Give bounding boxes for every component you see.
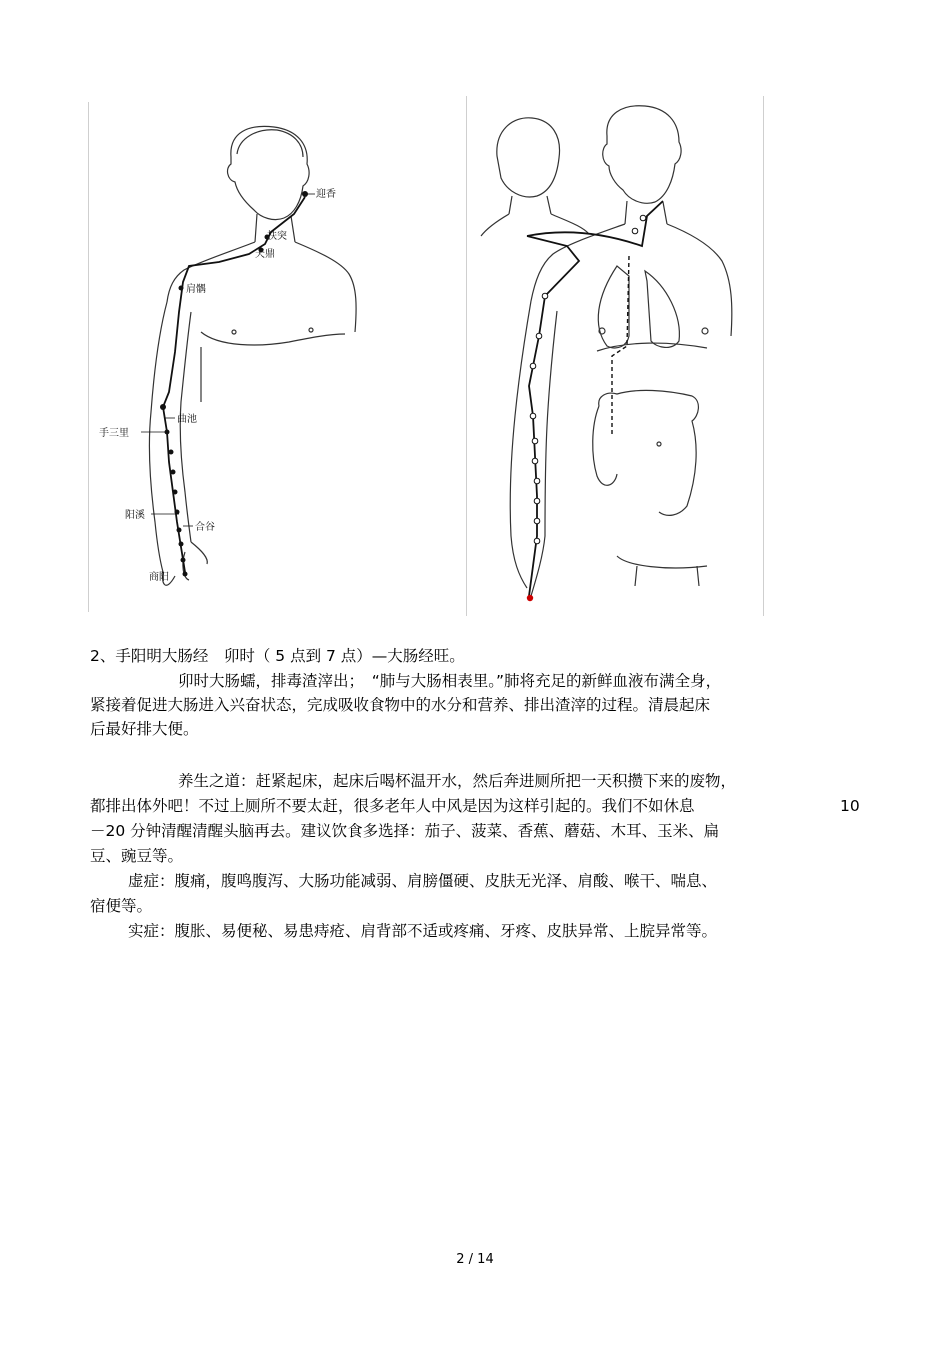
meridian-figure-organs	[466, 96, 764, 616]
section-heading: 2、手阳明大肠经 卯时（ 5 点到 7 点）—大肠经旺。	[90, 647, 465, 665]
xu-symptoms-line-2: 宿便等。	[90, 897, 153, 915]
xu-symptoms-line-1: 虚症：腹痛，腹鸣腹泻、大肠功能减弱、肩膀僵硬、皮肤无光泽、肩酸、喉干、喘息、	[128, 872, 718, 890]
point-label-yingxiang: 迎香	[316, 189, 336, 200]
point-label-jianyu: 肩髃	[186, 284, 206, 295]
shangyang-red-point	[527, 595, 533, 601]
point-label-futu: 扶突	[267, 231, 287, 242]
point-label-tianding: 天鼎	[255, 249, 275, 260]
meridian-figure-front	[88, 102, 387, 612]
point-label-hegu: 合谷	[195, 522, 215, 533]
point-label-shangyang: 商阳	[149, 572, 169, 583]
page-number: 2 / 14	[456, 1252, 494, 1267]
meridian-points	[160, 191, 308, 577]
figures-outline	[481, 106, 732, 596]
point-label-quchi: 曲池	[177, 414, 197, 425]
paragraph-2-line-4: 豆、豌豆等。	[90, 847, 184, 865]
paragraph-2-line-3: －20 分钟清醒清醒头脑再去。建议饮食多选择：茄子、菠菜、香蕉、蘑菇、木耳、玉米、扁	[90, 822, 720, 840]
label-leaders	[141, 194, 315, 526]
paragraph-1-line-1: 卯时大肠蠕，排毒渣滓出； “肺与大肠相表里。”肺将充足的新鲜血液布满全身，	[178, 672, 722, 690]
paragraph-1-line-3: 后最好排大便。	[90, 720, 199, 738]
paragraph-2-line-1: 养生之道：赶紧起床，起床后喝杯温开水，然后奔进厕所把一天积攒下来的废物，	[178, 772, 737, 790]
paragraph-2-line-2: 都排出体外吧！不过上厕所不要太赶，很多老年人中风是因为这样引起的。我们不如休息	[90, 797, 695, 815]
paragraph-2-number: 10	[840, 797, 860, 815]
meridian-path	[163, 197, 305, 572]
meridian-figure-organs-svg	[467, 96, 763, 616]
meridian-path-neck	[527, 201, 663, 246]
point-label-shousanli: 手三里	[99, 428, 129, 439]
shi-symptoms-line: 实症：腹胀、易便秘、易患痔疮、肩背部不适或疼痛、牙疼、皮肤异常、上脘异常等。	[128, 922, 718, 940]
point-label-yangxi: 阳溪	[125, 510, 145, 521]
meridian-figure-front-svg	[89, 102, 387, 612]
paragraph-1-line-2: 紧接着促进大肠进入兴奋状态，完成吸收食物中的水分和营养、排出渣滓的过程。清晨起床	[90, 696, 711, 714]
